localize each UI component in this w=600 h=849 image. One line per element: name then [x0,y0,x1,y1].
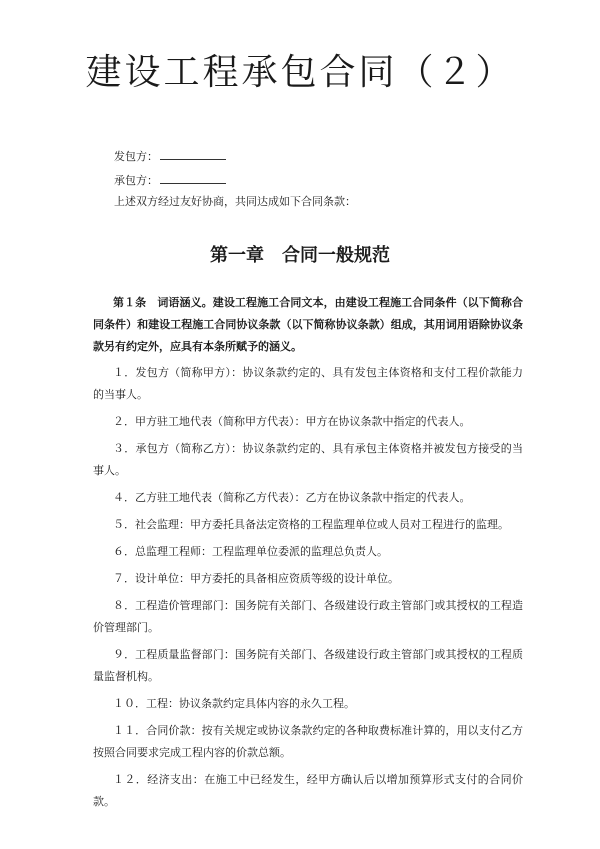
clause-2: ２．甲方驻工地代表（简称甲方代表）：甲方在协议条款中指定的代表人。 [113,415,471,428]
clause-5: ５．社会监理：甲方委托具备法定资格的工程监理单位或人员对工程进行的监理。 [113,518,509,531]
chapter-title: 第一章 合同一般规范 [210,245,390,266]
party-a-line [114,148,226,164]
clause-1: １．发包方（简称甲方）：协议条款约定的、具有发包主体资格和支付工程价款能力的当事人。 [93,366,523,401]
document-title: 建设工程承包合同（２） [85,52,515,93]
party-b-line [114,172,226,188]
party-a-blank[interactable] [160,149,226,160]
party-a-label: 发包方： [114,150,158,163]
clause-3: ３．承包方（简称乙方）：协议条款约定的、具有承包主体资格并被发包方接受的当事人。 [93,442,523,477]
party-b-label: 承包方： [114,174,158,187]
article-1: 第１条 词语涵义。建设工程施工合同文本，由建设工程施工合同条件（以下简称合同条件）和建设工程施工合同协议条款（以下简称协议条款）组成，其用词用语除协议条款另有约定外，应具有本条所赋予的涵义。 [93,296,523,353]
clause-12: １２．经济支出：在施工中已经发生，经甲方确认后以增加预算形式支付的合同价款。 [93,773,523,808]
clause-4: ４．乙方驻工地代表（简称乙方代表）：乙方在协议条款中指定的代表人。 [113,491,471,504]
intro-text: 上述双方经过友好协商，共同达成如下合同条款： [114,195,356,208]
clause-6: ６．总监理工程师：工程监理单位委派的监理总负责人。 [113,545,388,558]
party-b-blank[interactable] [160,173,226,184]
clause-7: ７．设计单位：甲方委托的具备相应资质等级的设计单位。 [113,572,399,585]
clause-11: １１．合同价款：按有关规定或协议条款约定的各种取费标准计算的，用以支付乙方按照合同要求完成工程内容的价款总额。 [93,724,523,759]
clause-10: １０．工程：协议条款约定具体内容的永久工程。 [113,697,355,710]
clause-8: ８．工程造价管理部门：国务院有关部门、各级建设行政主管部门或其授权的工程造价管理部门。 [93,599,523,634]
clause-list [93,362,523,818]
clause-9: ９．工程质量监督部门：国务院有关部门、各级建设行政主管部门或其授权的工程质量监督机构。 [93,648,523,683]
